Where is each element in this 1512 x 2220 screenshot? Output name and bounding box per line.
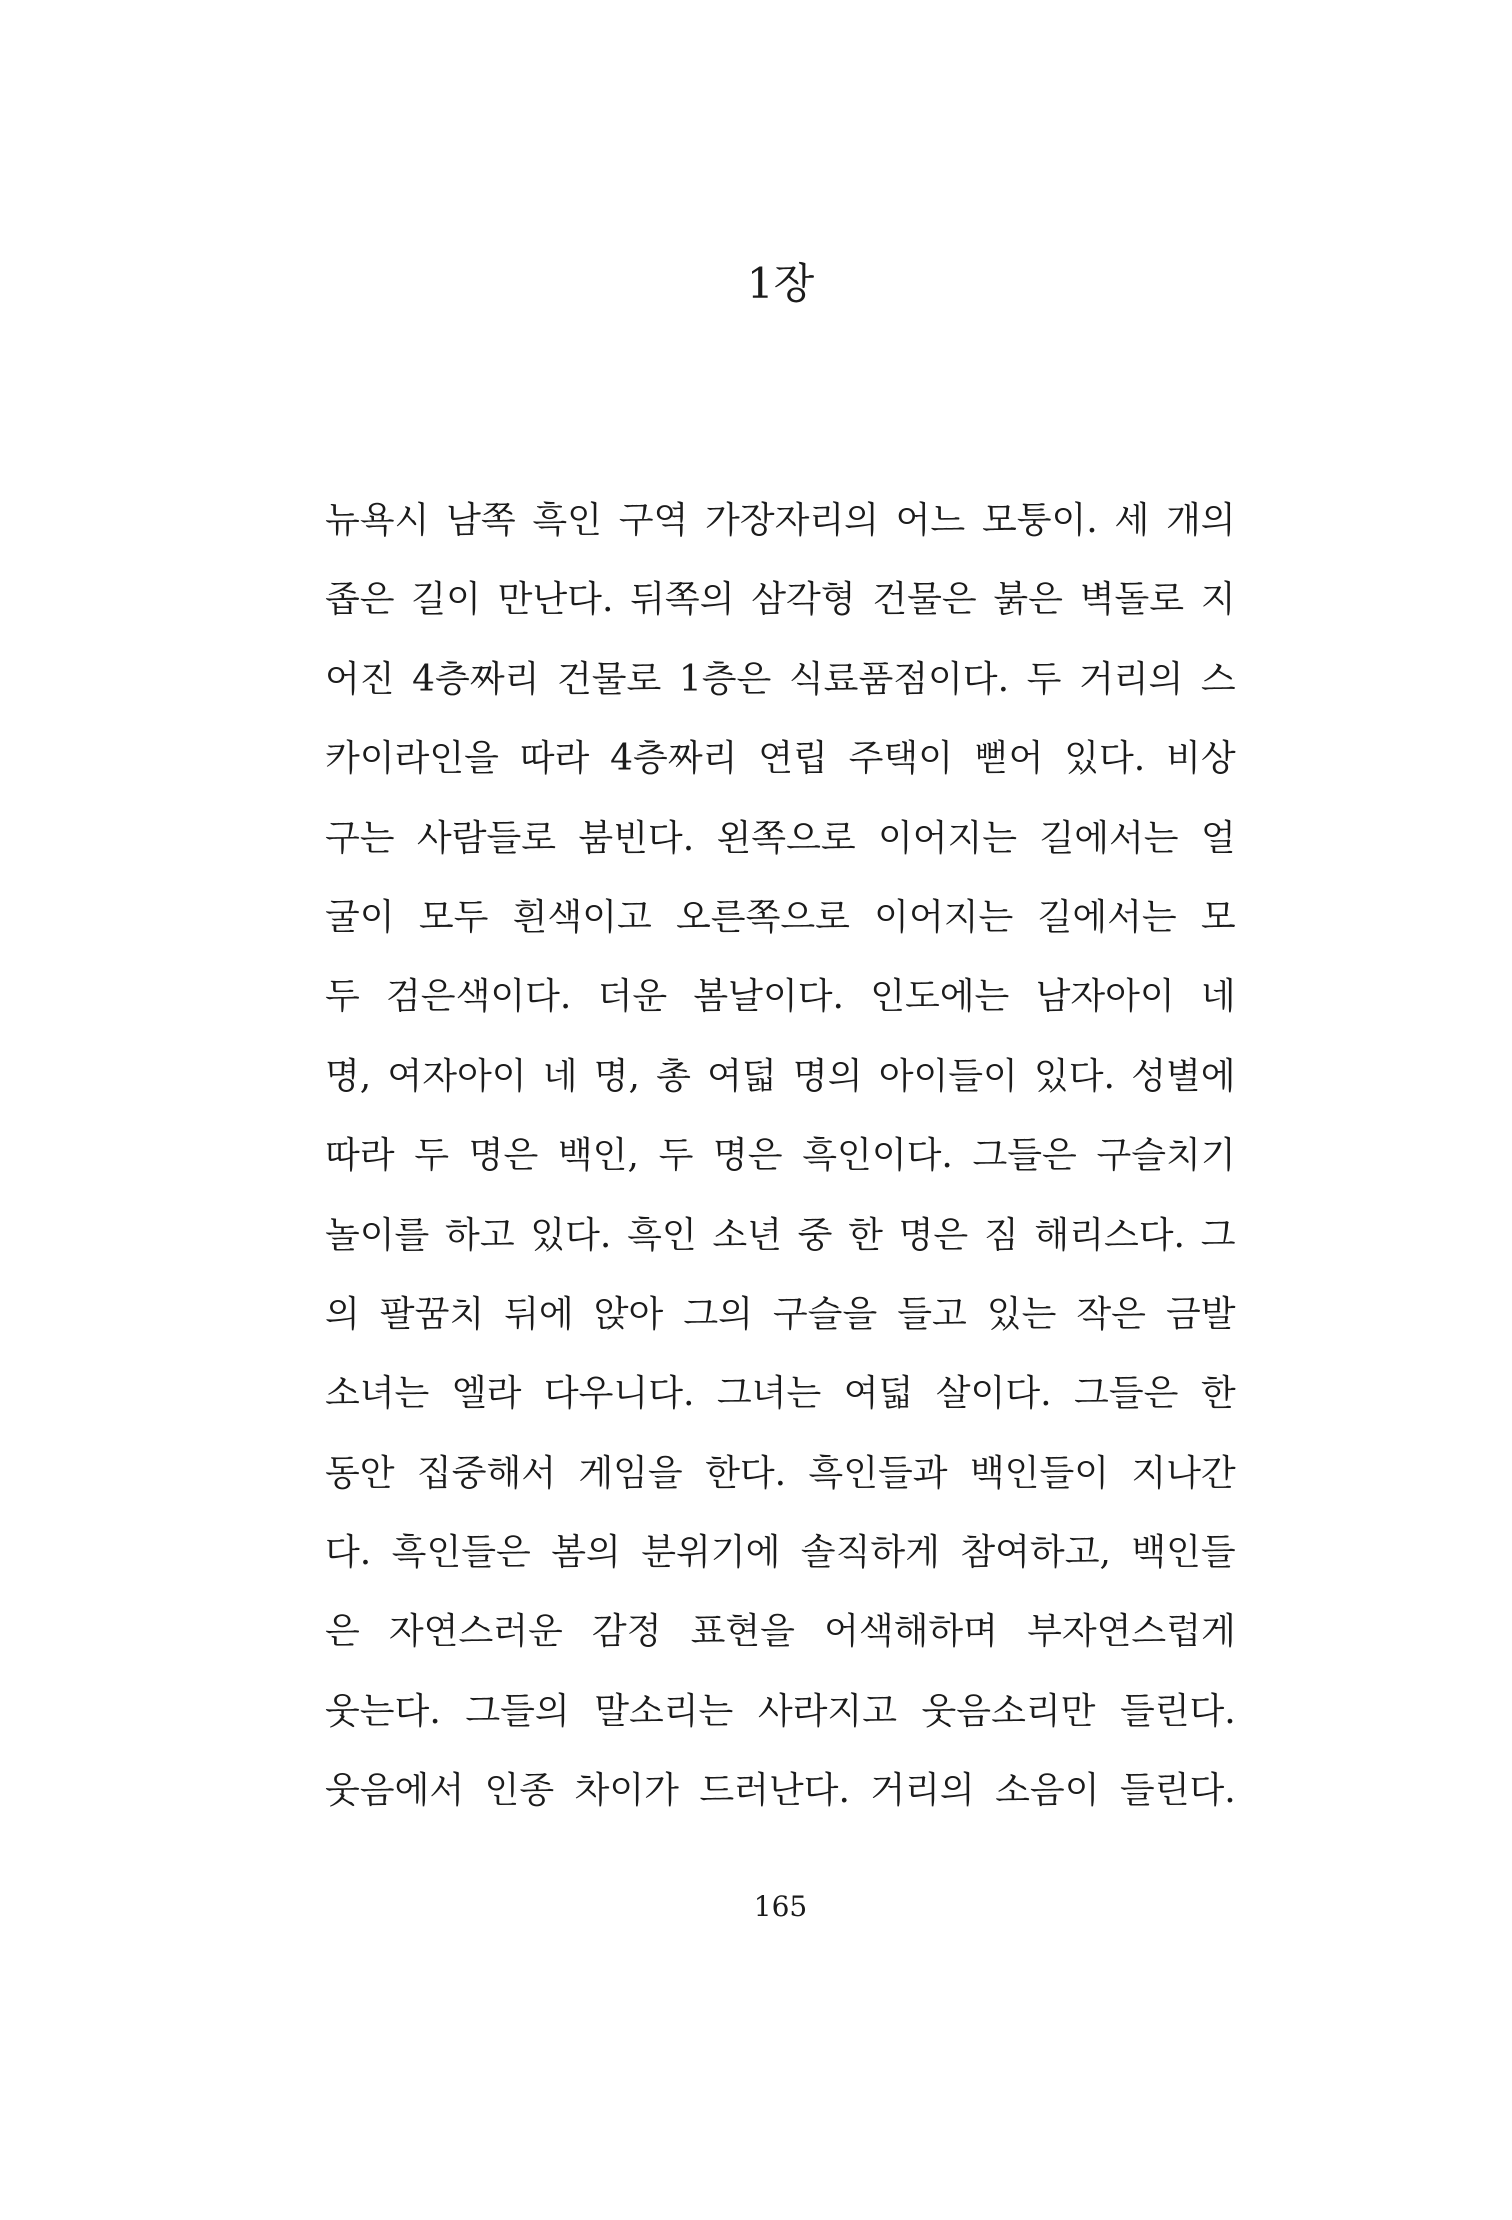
body-line: 뉴욕시 남쪽 흑인 구역 가장자리의 어느 모퉁이. 세 개의	[325, 500, 1236, 541]
body-line: 의 팔꿈치 뒤에 앉아 그의 구슬을 들고 있는 작은 금발	[325, 1293, 1236, 1335]
body-line: 명, 여자아이 네 명, 총 여덟 명의 아이들이 있다. 성별에	[325, 1055, 1236, 1097]
body-line: 어진 4층짜리 건물로 1층은 식료품점이다. 두 거리의 스	[325, 658, 1236, 700]
body-line: 굴이 모두 흰색이고 오른쪽으로 이어지는 길에서는 모	[325, 896, 1236, 938]
body-line: 놀이를 하고 있다. 흑인 소년 중 한 명은 짐 해리스다. 그	[325, 1214, 1236, 1256]
body-line: 다. 흑인들은 봄의 분위기에 솔직하게 참여하고, 백인들	[325, 1532, 1236, 1574]
page-number: 165	[753, 1890, 808, 1923]
body-line: 동안 집중해서 게임을 한다. 흑인들과 백인들이 지나간	[325, 1452, 1236, 1494]
body-line: 구는 사람들로 붐빈다. 왼쪽으로 이어지는 길에서는 얼	[325, 817, 1236, 859]
body-line: 두 검은색이다. 더운 봄날이다. 인도에는 남자아이 네	[325, 976, 1236, 1018]
body-text	[325, 481, 1236, 1831]
chapter-title: 1장	[746, 259, 815, 308]
body-line: 따라 두 명은 백인, 두 명은 흑인이다. 그들은 구슬치기	[325, 1135, 1236, 1177]
body-line: 카이라인을 따라 4층짜리 연립 주택이 뻗어 있다. 비상	[325, 738, 1236, 780]
body-line: 소녀는 엘라 다우니다. 그녀는 여덟 살이다. 그들은 한	[325, 1373, 1236, 1415]
body-line: 은 자연스러운 감정 표현을 어색해하며 부자연스럽게	[325, 1611, 1236, 1653]
body-line: 웃는다. 그들의 말소리는 사라지고 웃음소리만 들린다.	[325, 1690, 1236, 1732]
body-line: 좁은 길이 만난다. 뒤쪽의 삼각형 건물은 붉은 벽돌로 지	[325, 579, 1236, 621]
body-line: 웃음에서 인종 차이가 드러난다. 거리의 소음이 들린다.	[325, 1770, 1236, 1812]
